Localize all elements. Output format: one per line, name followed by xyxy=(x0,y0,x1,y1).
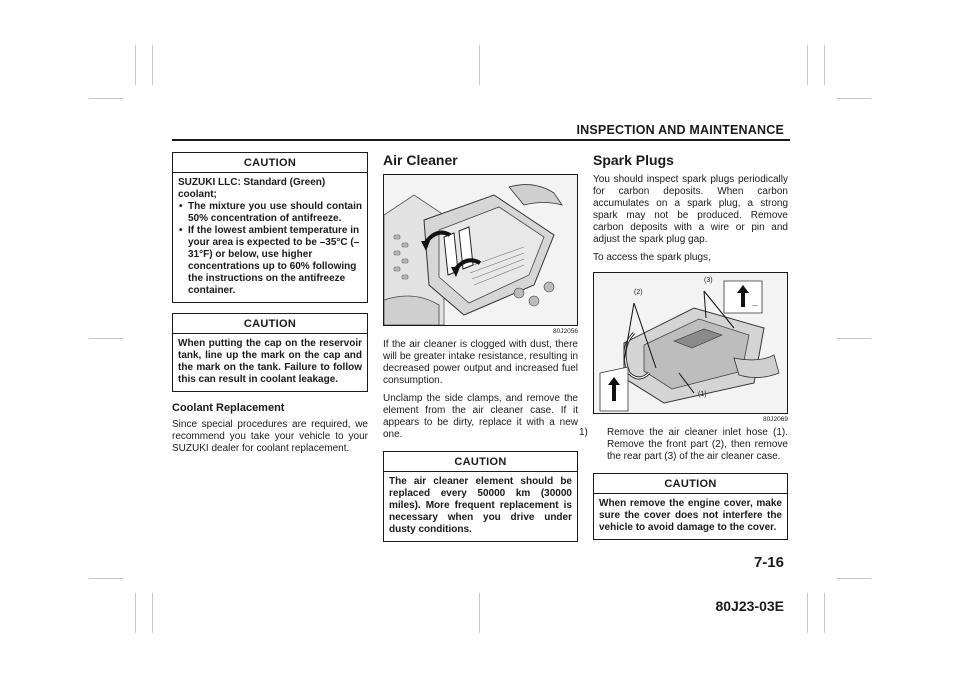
caution-box-reservoir xyxy=(172,313,368,392)
step-number: 1) xyxy=(579,427,588,438)
callout-2: (2) xyxy=(634,289,643,296)
engine-cover-drawing xyxy=(594,273,788,413)
caution-heading: CAUTION xyxy=(173,314,367,334)
figure-code: 80J2056 xyxy=(553,328,578,335)
header-rule xyxy=(172,139,790,141)
document-code: 80J23-03E xyxy=(715,598,784,614)
page-number: 7-16 xyxy=(753,554,784,571)
caution-heading: CAUTION xyxy=(173,153,367,173)
callout-3: (3) xyxy=(704,277,713,284)
step-1 xyxy=(579,427,788,463)
caution-heading: CAUTION xyxy=(384,452,577,472)
column-3 xyxy=(579,152,788,550)
spark-plugs-para-1: You should inspect spark plugs periodically for carbon deposits. When carbon accumulates on a spark plug, a strong spark may not be produced. Remove carbon deposits with a wire or pin and adjust the spark plug gap. xyxy=(593,174,788,245)
caution-intro: SUZUKI LLC: Standard (Green) coolant; xyxy=(178,177,326,200)
column-2 xyxy=(383,152,578,552)
section-title: INSPECTION AND MAINTENANCE xyxy=(576,123,784,137)
caution-text: When remove the engine cover, make sure the cover does not interfere the vehicle to avoid damage to the cover. xyxy=(599,498,782,533)
caution-box-coolant xyxy=(172,152,368,303)
step-text: Remove the air cleaner inlet hose (1). Remove the front part (2), then remove the rear part (3) of the air cleaner case. xyxy=(607,427,788,462)
column-1 xyxy=(172,152,368,461)
spark-plugs-para-2: To access the spark plugs, xyxy=(593,252,711,263)
caution-box-air-cleaner xyxy=(383,451,578,542)
caution-text: When putting the cap on the reservoir tank, line up the mark on the cap and the mark on the tank. Failure to follow this can result in coolant leakage. xyxy=(178,338,362,385)
spark-plugs-heading: Spark Plugs xyxy=(593,152,674,168)
coolant-replacement-heading: Coolant Replacement xyxy=(172,402,285,414)
air-cleaner-drawing xyxy=(384,175,578,325)
air-cleaner-para-2: Unclamp the side clamps, and remove the element from the air cleaner case. If it appears to be dirty, replace it with a new one. xyxy=(383,393,578,440)
coolant-replacement-text: Since special procedures are required, we recommend you take your vehicle to your SUZUKI dealer for coolant replacement. xyxy=(172,419,368,454)
svg-text:—: — xyxy=(752,303,758,309)
caution-bullet: • If the lowest ambient temperature in your area is expected to be –35°C (–31°F) or below, use higher concentrations up to 60% following the instructions on the antifreeze container. xyxy=(188,225,362,297)
caution-heading: CAUTION xyxy=(594,474,787,494)
air-cleaner-heading: Air Cleaner xyxy=(383,152,458,168)
callout-1: (1) xyxy=(698,391,707,398)
air-cleaner-illustration xyxy=(383,174,578,326)
caution-bullet: • The mixture you use should contain 50% concentration of antifreeze. xyxy=(188,201,362,225)
caution-box-engine-cover xyxy=(593,473,788,540)
caution-text: The air cleaner element should be replaced every 50000 km (30000 miles). More frequent replacement is necessary when you drive under dusty conditions. xyxy=(389,476,572,535)
engine-cover-illustration xyxy=(593,272,788,414)
air-cleaner-para-1: If the air cleaner is clogged with dust, there will be greater intake resistance, resulting in decreased power output and increased fuel consumption. xyxy=(383,339,578,386)
figure-code: 80J2069 xyxy=(763,416,788,423)
